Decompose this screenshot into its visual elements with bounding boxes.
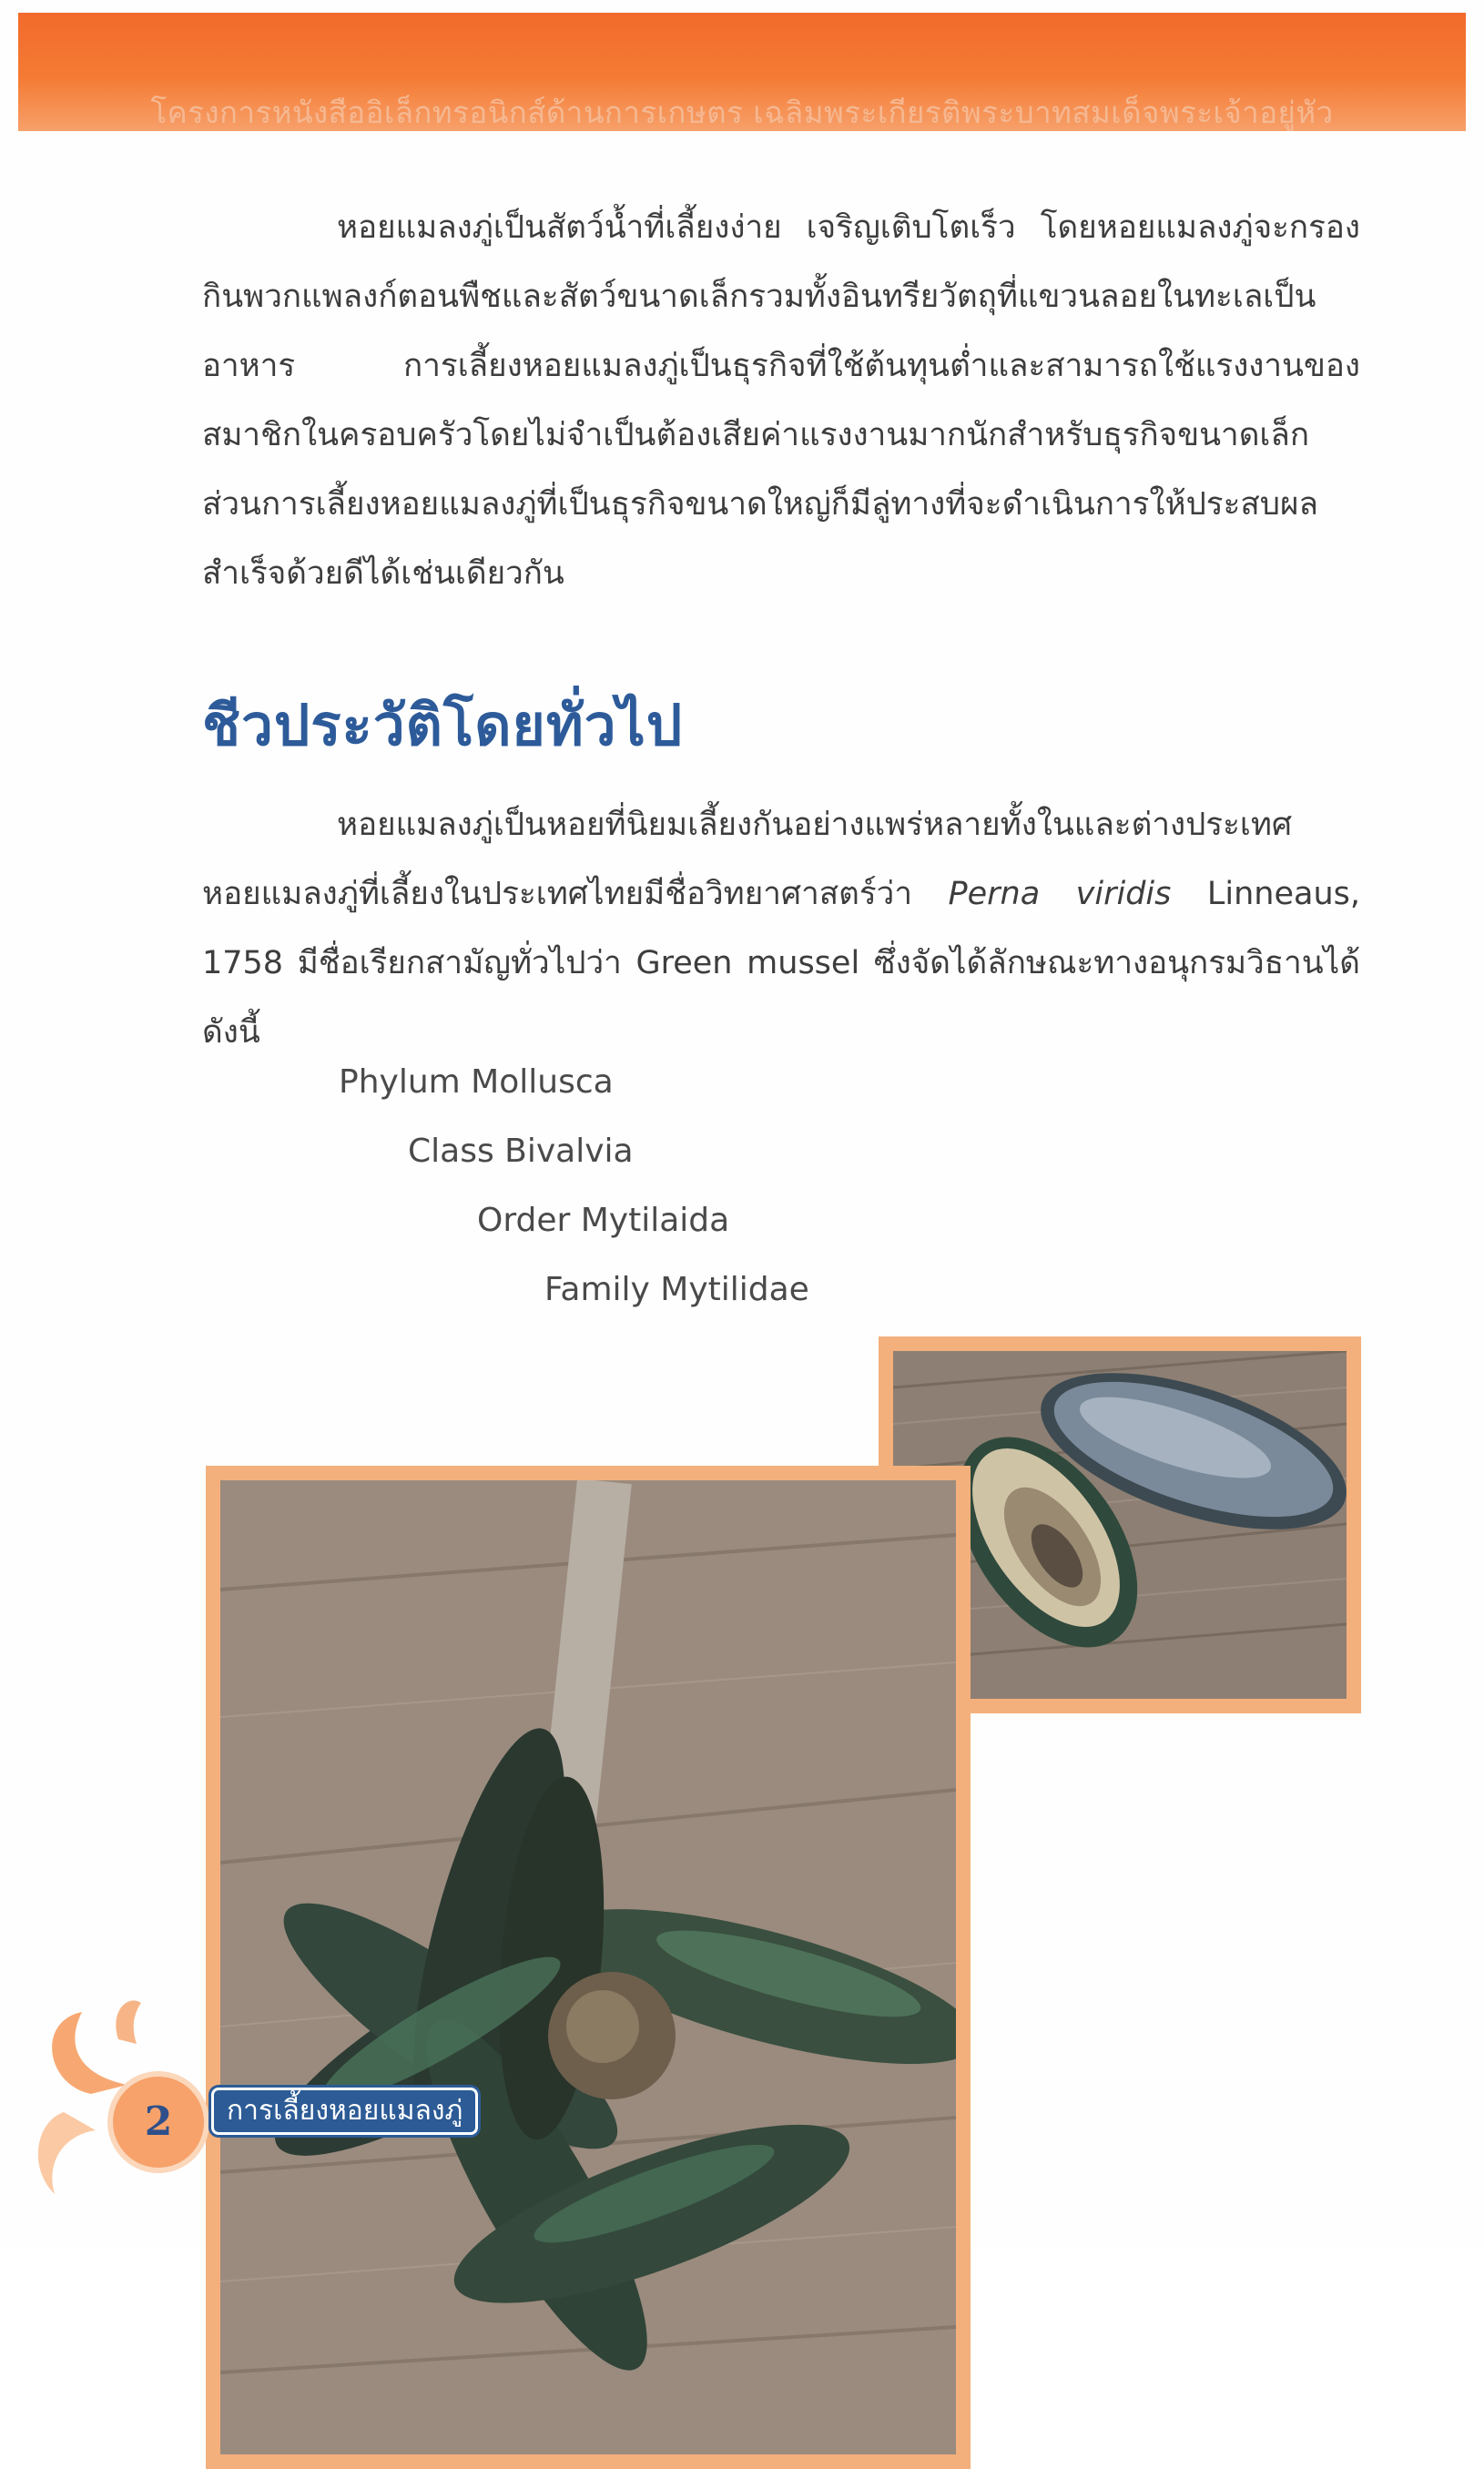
taxonomy-family: Family Mytilidae (544, 1271, 809, 1308)
taxonomy-class: Class Bivalvia (408, 1133, 634, 1170)
intro-paragraph (202, 193, 1360, 608)
biology-text-after: Linneaus, 1758 มีชื่อเรียกสามัญทั่วไปว่า Green mussel ซึ่งจัดได้ลักษณะทางอนุกรมวิธานได้ดังนี้ (202, 876, 1360, 1051)
photo-mussel-cluster (220, 1480, 956, 2454)
biology-paragraph (202, 790, 1360, 1067)
taxonomy-phylum: Phylum Mollusca (339, 1063, 614, 1101)
photo-mussel-cluster-frame (206, 1466, 971, 2469)
biology-text-before: หอยแมลงภู่เป็นหอยที่นิยมเลี้ยงกันอย่างแพร่หลายทั้งในและต่างประเทศ หอยแมลงภู่ที่เลี้ยงในประเทศไทยมีชื่อวิทยาศาสตร์ว่า (202, 807, 1293, 912)
taxonomy-order: Order Mytilaida (477, 1202, 730, 1239)
page-number: 2 (107, 2071, 209, 2173)
header-text: โครงการหนังสืออิเล็กทรอนิกส์ด้านการเกษตร เฉลิมพระเกียรติพระบาทสมเด็จพระเจ้าอยู่หัว (150, 95, 1334, 130)
intro-paragraph-text: หอยแมลงภู่เป็นสัตว์น้ำที่เลี้ยงง่าย เจริญเติบโตเร็ว โดยหอยแมลงภู่จะกรองกินพวกแพลงก์ตอนพืชและสัตว์ขนาดเล็กรวมทั้งอินทรียวัตถุที่แขวนลอยในทะเลเป็นอาหาร การเลี้ยงหอยแมลงภู่เป็นธุรกิจที่ใช้ต้นทุนต่ำและสามารถใช้แรงงานของสมาชิกในครอบครัวโดยไม่จำเป็นต้องเสียค่าแรงงานมากนักสำหรับธุรกิจขนาดเล็ก ส่วนการเลี้ยงหอยแมลงภู่ที่เป็นธุรกิจขนาดใหญ่ก็มีลู่ทางที่จะดำเนินการให้ประสบผลสำเร็จด้วยดีได้เช่นเดียวกัน (202, 209, 1360, 592)
scientific-name: Perna viridis (948, 876, 1172, 912)
book-title-label: การเลี้ยงหอยแมลงภู่ (211, 2088, 478, 2135)
section-title: ชีวประวัติโดยทั่วไป (202, 692, 684, 758)
header-banner (18, 13, 1466, 131)
